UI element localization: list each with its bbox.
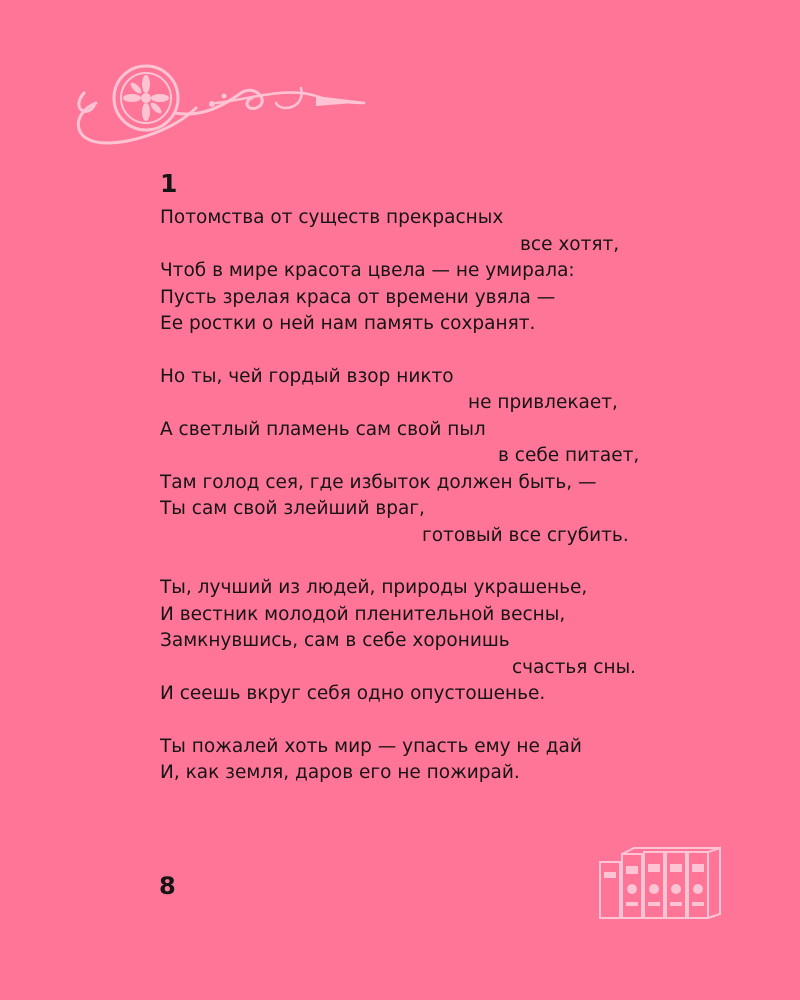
poem-line: Пусть зрелая краса от времени увяла — [160,286,556,308]
poem-line: И сеешь вкруг себя одно опустошенье. [160,683,546,704]
stanza [160,205,690,338]
poem-line: Но ты, чей гордый взор никто [160,365,454,387]
poem-text [160,205,690,813]
poem-line: Чтоб в мире красота цвела — не умирала: [160,260,575,281]
poem-line-continuation: счастья сны. [512,656,637,678]
books-icon [596,844,724,920]
poem-line: А светлый пламень сам свой пыл [160,418,486,440]
poem-line: И вестник молодой пленительной весны, [160,603,566,625]
poem-line: Ты сам свой злейший враг, [160,498,425,519]
poem-line: И, как земля, даров его не пожирай. [160,762,520,783]
poem-line-continuation: в себе питает, [498,445,640,466]
stanza [160,734,690,787]
poem-line-continuation: не привлекает, [468,392,618,413]
stanza [160,364,690,550]
poem-line: Там голод сея, где избыток должен быть, — [160,471,597,493]
poem-line: Ты пожалей хоть мир — упасть ему не дай [160,735,582,757]
poem-number: 1 [160,169,178,198]
floral-flourish-icon [66,58,366,158]
poem-line: Замкнувшись, сам в себе хоронишь [160,630,510,651]
poem-line: Ты, лучший из людей, природы украшенье, [160,577,588,598]
poem-line: Потомства от существ прекрасных [160,207,504,228]
poem-line-continuation: все хотят, [520,233,620,255]
stanza [160,575,690,708]
poem-line-continuation: готовый все сгубить. [422,524,629,546]
page-number: 8 [159,872,176,900]
poem-line: Ее ростки о ней нам память сохранят. [160,313,536,334]
